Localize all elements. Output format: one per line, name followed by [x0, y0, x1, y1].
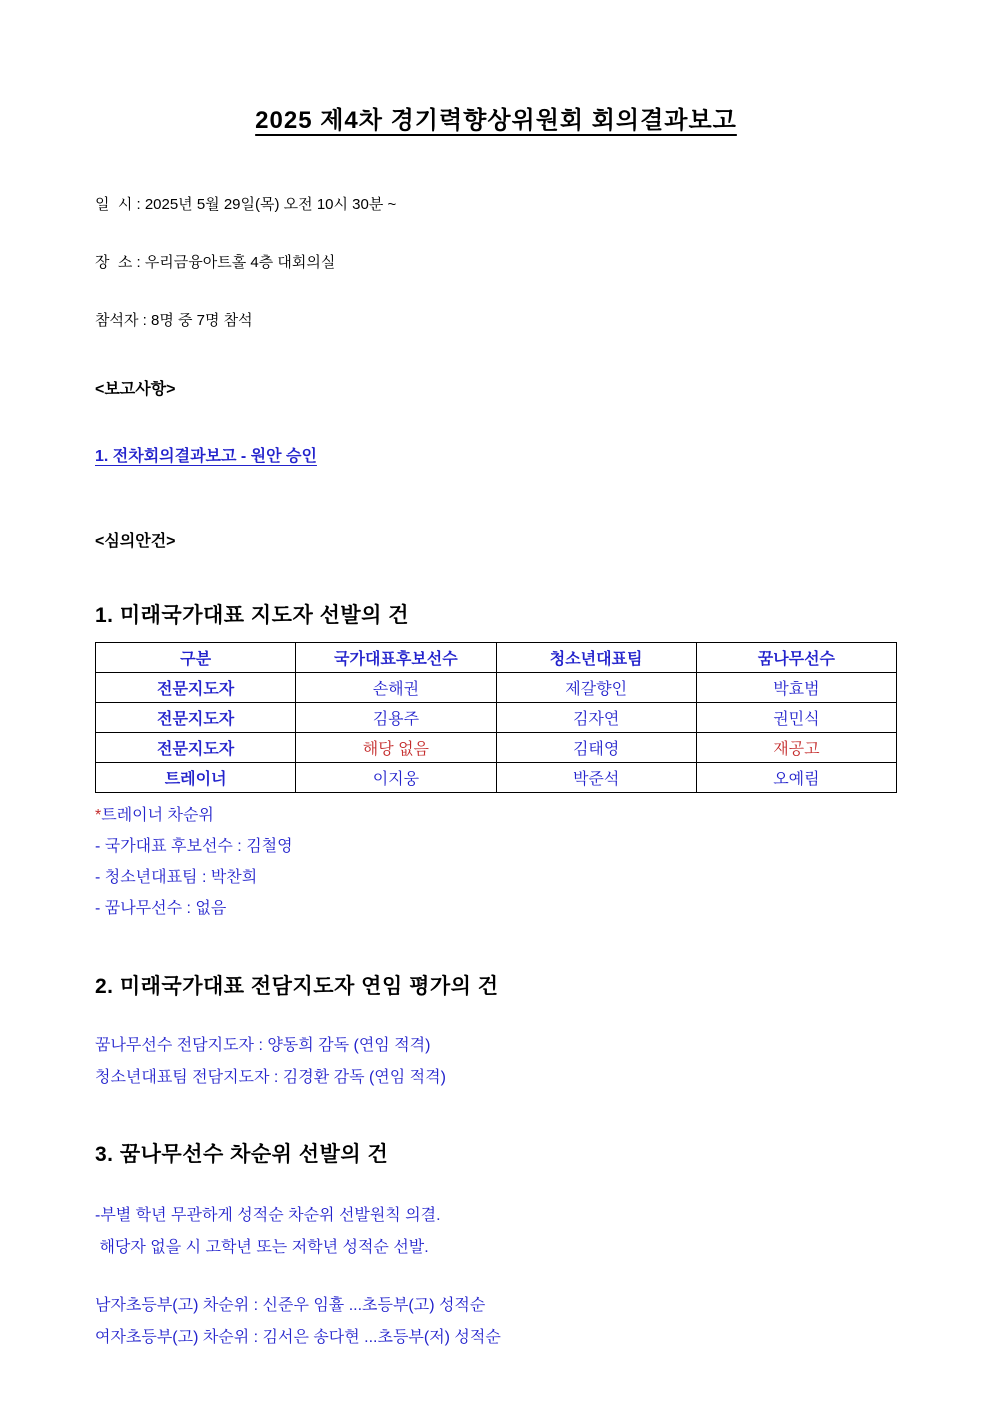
item2-line: 꿈나무선수 전담지도자 : 양동희 감독 (연임 적격)	[95, 1037, 431, 1054]
table-cell: 재공고	[696, 733, 896, 763]
table-header-cell: 청소년대표팀	[496, 643, 696, 673]
item3-principle-lines	[95, 1200, 897, 1264]
item3-principle-line: -부별 학년 무관하게 성적순 차순위 선발원칙 의결.	[95, 1207, 441, 1224]
table-cell: 박효범	[696, 673, 896, 703]
agenda-item3-title: 3. 꿈나무선수 차순위 선발의 건	[95, 1143, 389, 1166]
trainer-note-line: - 국가대표 후보선수 : 김철영	[95, 838, 293, 855]
table-header-row	[96, 643, 897, 673]
table-row	[96, 763, 897, 793]
table-cell: 해당 없음	[296, 733, 496, 763]
item3-result-lines	[95, 1290, 897, 1354]
table-row	[96, 703, 897, 733]
row-label-cell: 전문지도자	[96, 673, 296, 703]
agenda-section-heading: <심의안건>	[95, 533, 176, 550]
item3-result-line: 남자초등부(고) 차순위 : 신준우 임휼 ...초등부(고) 성적순	[95, 1297, 486, 1314]
table-header-cell: 구분	[96, 643, 296, 673]
row-label-cell: 전문지도자	[96, 703, 296, 733]
trainer-note-title	[95, 800, 897, 831]
report-item: 1. 전차회의결과보고 - 원안 승인	[95, 448, 317, 465]
table-cell: 김태영	[496, 733, 696, 763]
trainer-note-list	[95, 831, 897, 924]
note-asterisk: *	[95, 807, 102, 824]
note-title-text: 트레이너 차순위	[101, 807, 214, 824]
table-cell: 오예림	[696, 763, 896, 793]
trainer-note-line: - 꿈나무선수 : 없음	[95, 900, 227, 917]
page-title: 2025 제4차 경기력향상위원회 회의결과보고	[255, 107, 737, 134]
info-attendance: 참석자 : 8명 중 7명 참석	[95, 312, 253, 329]
row-label-cell: 전문지도자	[96, 733, 296, 763]
item2-line: 청소년대표팀 전담지도자 : 김경환 감독 (연임 적격)	[95, 1069, 446, 1086]
table-header-cell: 꿈나무선수	[696, 643, 896, 673]
trainer-note-line: - 청소년대표팀 : 박찬희	[95, 869, 258, 886]
item3-result-line: 여자초등부(고) 차순위 : 김서은 송다현 ...초등부(저) 성적순	[95, 1329, 501, 1346]
row-label-cell: 트레이너	[96, 763, 296, 793]
item3-principle-line: 해당자 없을 시 고학년 또는 저학년 성적순 선발.	[95, 1239, 429, 1256]
agenda-item2-title: 2. 미래국가대표 전담지도자 연임 평가의 건	[95, 975, 499, 998]
table-cell: 이지웅	[296, 763, 496, 793]
table-header-cell: 국가대표후보선수	[296, 643, 496, 673]
table-cell: 권민식	[696, 703, 896, 733]
table-cell: 제갈향인	[496, 673, 696, 703]
info-location: 장 소 : 우리금융아트홀 4층 대회의실	[95, 254, 336, 271]
table-row	[96, 733, 897, 763]
leader-selection-table	[95, 642, 897, 793]
table-cell: 김자연	[496, 703, 696, 733]
item2-result-lines	[95, 1030, 897, 1094]
table-row	[96, 673, 897, 703]
agenda-item1-title: 1. 미래국가대표 지도자 선발의 건	[95, 604, 410, 627]
info-datetime: 일 시 : 2025년 5월 29일(목) 오전 10시 30분 ~	[95, 196, 397, 213]
table-cell: 김용주	[296, 703, 496, 733]
report-section-heading: <보고사항>	[95, 381, 176, 398]
table-cell: 손해권	[296, 673, 496, 703]
table-cell: 박준석	[496, 763, 696, 793]
trainer-note-block	[95, 800, 897, 924]
